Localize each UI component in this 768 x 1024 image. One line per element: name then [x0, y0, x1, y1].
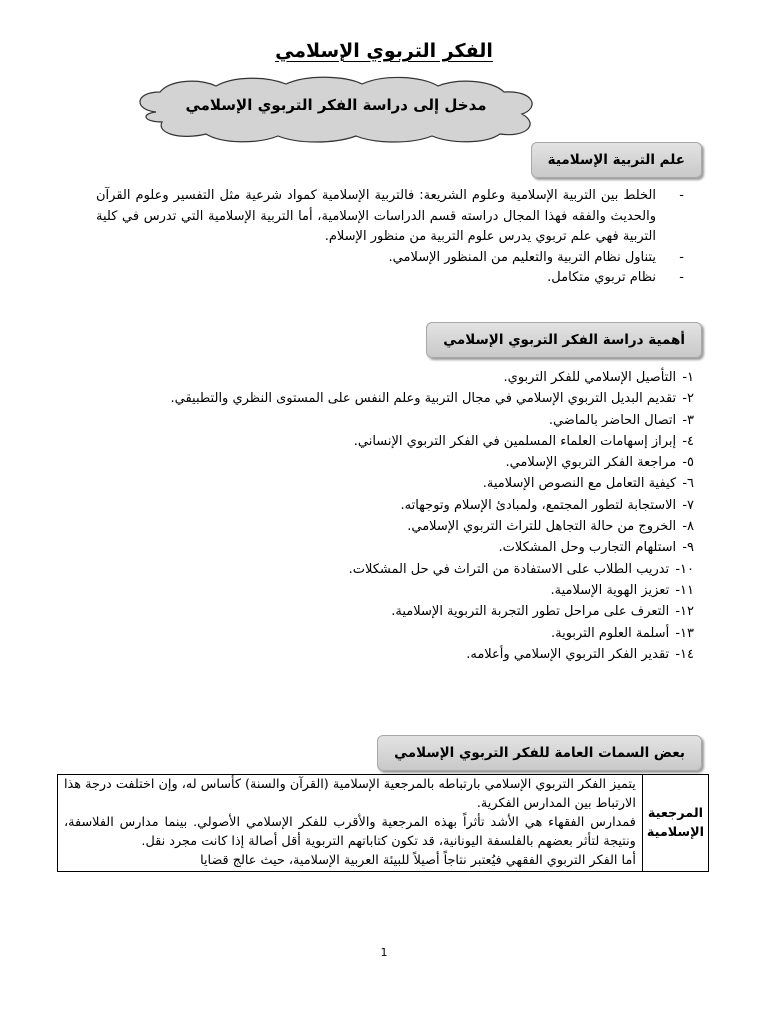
list-item	[54, 516, 694, 537]
page-title: الفكر التربوي الإسلامي	[275, 40, 493, 62]
list-item-text: مراجعة الفكر التربوي الإسلامي.	[505, 455, 677, 471]
list-item	[54, 473, 694, 494]
list-item	[54, 388, 694, 409]
list-item	[96, 248, 696, 269]
table-row-label: المرجعية الإسلامية	[642, 775, 708, 872]
item-number: ١٣-	[675, 625, 694, 641]
item-number: ٧-	[682, 497, 694, 513]
item-number: ٣-	[682, 412, 694, 428]
list-item	[54, 537, 694, 558]
list-item-text: استلهام التجارب وحل المشكلات.	[498, 540, 677, 556]
list-item-text: إبراز إسهامات العلماء المسلمين في الفكر التربوي الإنساني.	[353, 433, 677, 449]
list-item-text: يتناول نظام التربية والتعليم من المنظور الإسلامي.	[388, 249, 656, 265]
section-heading-features: بعض السمات العامة للفكر التربوي الإسلامي	[377, 735, 702, 771]
list-item	[96, 186, 696, 248]
list-item-text: تدريب الطلاب على الاستفادة من التراث في حل المشكلات.	[348, 561, 670, 577]
list-item-text: أسلمة العلوم التربوية.	[550, 625, 670, 641]
list-item-text: تقدير الفكر التربوي الإسلامي وأعلامه.	[466, 646, 670, 662]
item-number: ٩-	[682, 540, 694, 556]
list-item-text: الاستجابة لتطور المجتمع، ولمبادئ الإسلام وتوجهاته.	[400, 497, 677, 513]
item-number: ٨-	[682, 519, 694, 535]
item-number: ٤-	[682, 433, 694, 449]
importance-list	[54, 367, 694, 665]
list-item-text: تعزيز الهوية الإسلامية.	[550, 582, 670, 598]
list-item-text: التعرف على مراحل تطور التجربة التربوية الإسلامية.	[391, 604, 670, 620]
list-item-text: كيفية التعامل مع النصوص الإسلامية.	[482, 476, 677, 492]
table-paragraph: يتميز الفكر التربوي الإسلامي بارتباطه بالمرجعية الإسلامية (القرآن والسنة) كأساس له، وإن اختلفت درجة هذا الارتباط بين المدارس الفكرية.	[64, 777, 636, 811]
item-number: ٦-	[682, 476, 694, 492]
list-item	[54, 367, 694, 388]
item-number: ١١-	[675, 582, 694, 598]
section-heading-islamic-education: علم التربية الإسلامية	[531, 142, 702, 178]
list-item	[54, 580, 694, 601]
list-item	[54, 452, 694, 473]
list-item	[54, 623, 694, 644]
list-item	[54, 495, 694, 516]
item-number: ٥-	[682, 455, 694, 471]
list-item	[54, 410, 694, 431]
section1-list	[96, 186, 696, 289]
table-row	[58, 775, 709, 872]
list-item-text: الخروج من حالة التجاهل للتراث التربوي الإسلامي.	[407, 519, 677, 535]
intro-cloud-heading: مدخل إلى دراسة الفكر التربوي الإسلامي	[185, 96, 487, 114]
list-item-text: التأصيل الإسلامي للفكر التربوي.	[503, 370, 677, 385]
table-paragraph: فمدارس الفقهاء هي الأشد تأثراً بهذه المرجعية والأقرب للفكر الإسلامي الأصولي. بينما مدارس الفلاسفة، ونتيجة لتأثر بعضهم بالفلسفة اليونانية، قد تكون كتاباتهم التربوية أقل أصالة إذا كانت مجرد نقل.	[64, 815, 636, 849]
item-number: ١٤-	[675, 646, 694, 662]
item-number: ١٠-	[675, 561, 694, 577]
dash-bullet: -	[679, 188, 684, 203]
list-item	[54, 431, 694, 452]
page-number: 1	[380, 946, 388, 959]
list-item-text: الخلط بين التربية الإسلامية وعلوم الشريعة: فالتربية الإسلامية كمواد شرعية مثل التفسير وعلوم القرآن والحديث والفقه فهذا المجال دراسته قسم الدراسات الإسلامية، أما التربية الإسلامية التي تدرس في كلية التربية فهي علم تربوي يدرس علوم التربية من منظور الإسلام.	[96, 188, 656, 244]
features-table	[57, 774, 709, 872]
dash-bullet: -	[679, 249, 684, 265]
list-item	[54, 559, 694, 580]
list-item	[54, 601, 694, 622]
item-number: ١-	[682, 370, 694, 385]
table-row-content	[58, 775, 643, 872]
table-paragraph: أما الفكر التربوي الفقهي فيُعتبر نتاجاً أصيلاً للبيئة العربية الإسلامية، حيث عالج قضايا	[200, 853, 636, 868]
item-number: ٢-	[682, 391, 694, 407]
dash-bullet: -	[679, 270, 684, 285]
list-item	[96, 268, 696, 289]
item-number: ١٢-	[675, 604, 694, 620]
section-heading-importance: أهمية دراسة الفكر التربوي الإسلامي	[426, 322, 702, 358]
list-item-text: تقديم البديل التربوي الإسلامي في مجال التربية وعلم النفس على المستوى النظري والتطبيقي.	[170, 391, 677, 407]
list-item-text: اتصال الحاضر بالماضي.	[548, 412, 677, 428]
list-item	[54, 644, 694, 665]
list-item-text: نظام تربوي متكامل.	[547, 270, 656, 285]
